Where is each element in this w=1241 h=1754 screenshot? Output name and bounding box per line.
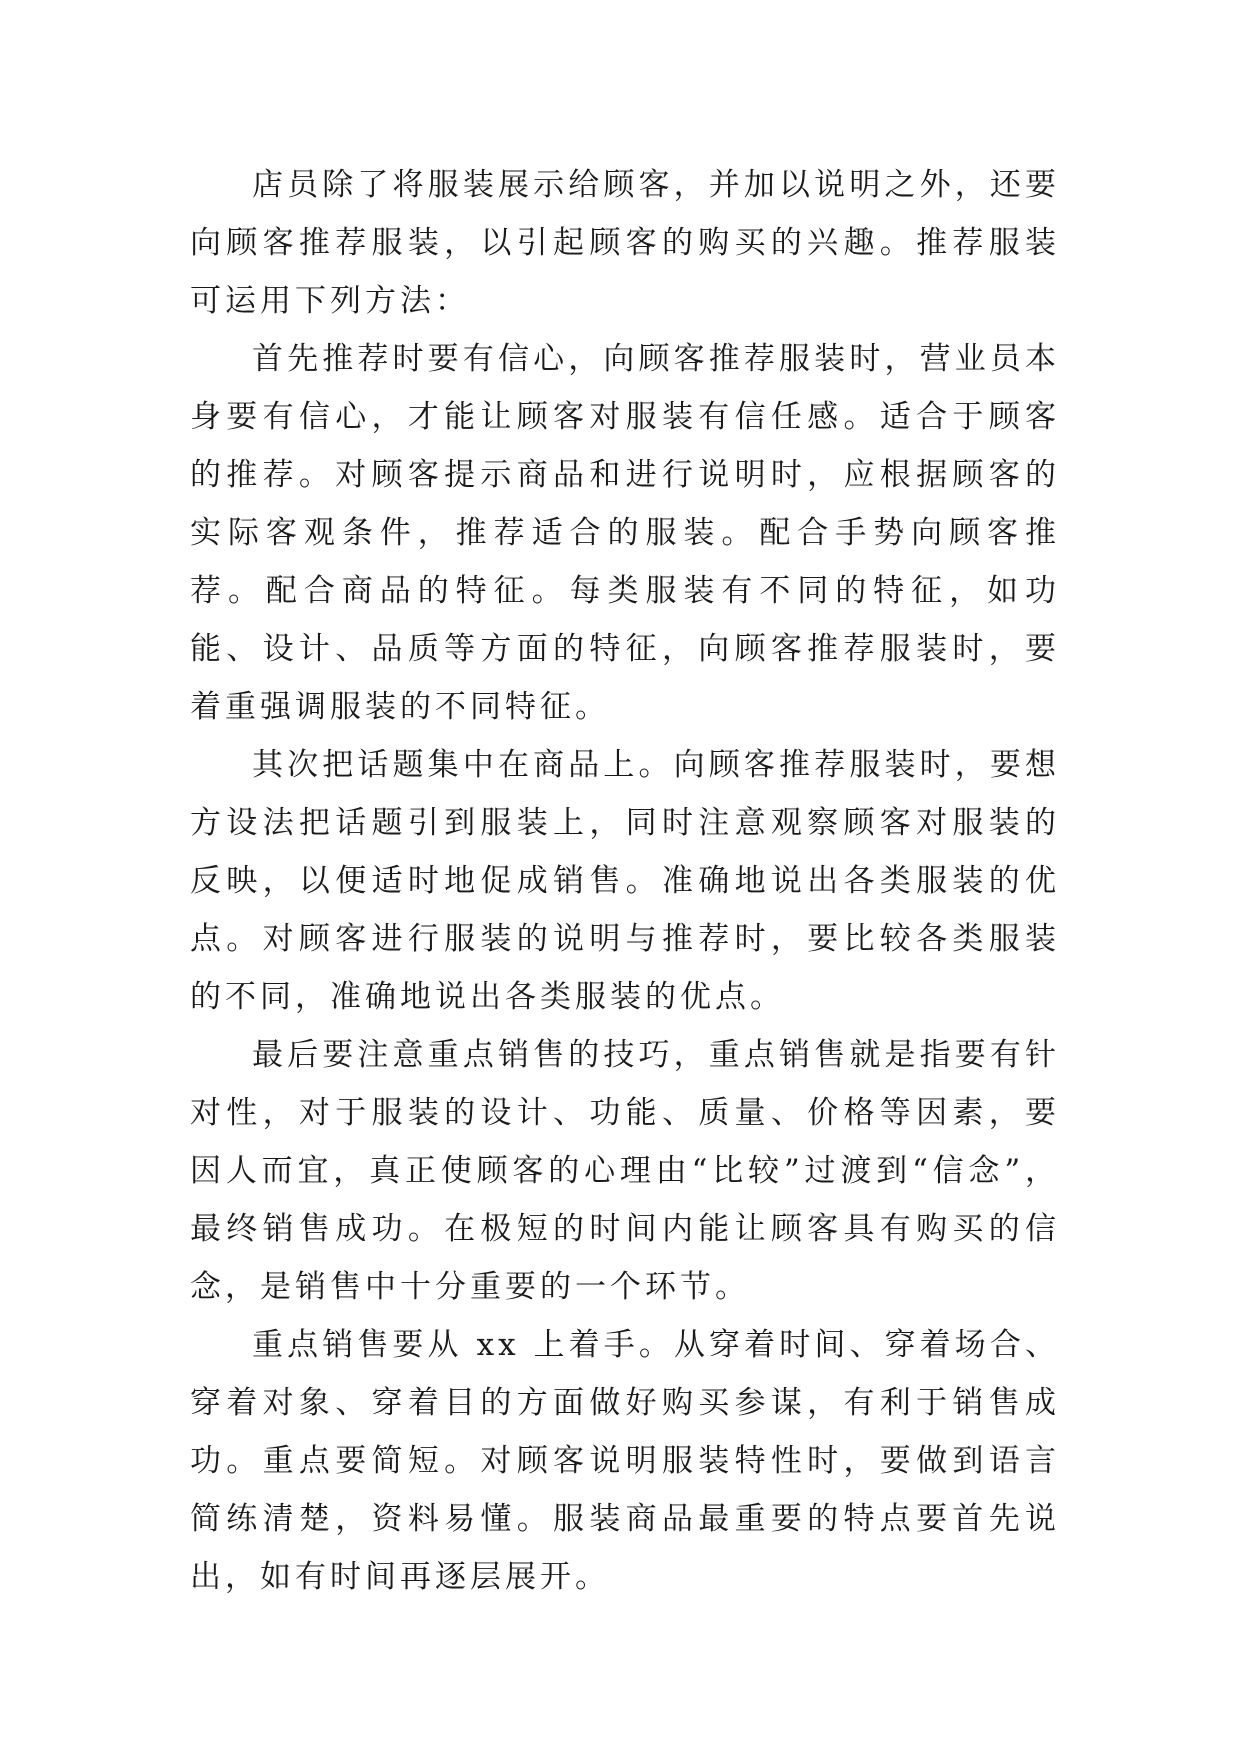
paragraph-first-confidence: 首先推荐时要有信心，向顾客推荐服装时，营业员本身要有信心，才能让顾客对服装有信任感。适合于顾客的推荐。对顾客提示商品和进行说明时，应根据顾客的实际客观条件，推荐适合的服装。配合手势向顾客推荐。配合商品的特征。每类服装有不同的特征，如功能、设计、品质等方面的特征，向顾客推荐服装时，要着重强调服装的不同特征。	[190, 341, 1060, 725]
paragraph-intro: 店员除了将服装展示给顾客，并加以说明之外，还要向顾客推荐服装，以引起顾客的购买的兴趣。推荐服装可运用下列方法：	[190, 167, 1060, 319]
document-body	[190, 156, 1060, 1606]
paragraph-last-key-sales-skills: 最后要注意重点销售的技巧，重点销售就是指要有针对性，对于服装的设计、功能、质量、价格等因素，要因人而宜，真正使顾客的心理由“比较”过渡到“信念”，最终销售成功。在极短的时间内能让顾客具有购买的信念，是销售中十分重要的一个环节。	[190, 1037, 1060, 1305]
paragraph-key-sales-approach: 重点销售要从 xx 上着手。从穿着时间、穿着场合、穿着对象、穿着目的方面做好购买参谋，有利于销售成功。重点要简短。对顾客说明服装特性时，要做到语言简练清楚，资料易懂。服装商品最重要的特点要首先说出，如有时间再逐层展开。	[190, 1327, 1060, 1595]
paragraph-second-focus-on-product: 其次把话题集中在商品上。向顾客推荐服装时，要想方设法把话题引到服装上，同时注意观察顾客对服装的反映，以便适时地促成销售。准确地说出各类服装的优点。对顾客进行服装的说明与推荐时，要比较各类服装的不同，准确地说出各类服装的优点。	[190, 747, 1060, 1015]
